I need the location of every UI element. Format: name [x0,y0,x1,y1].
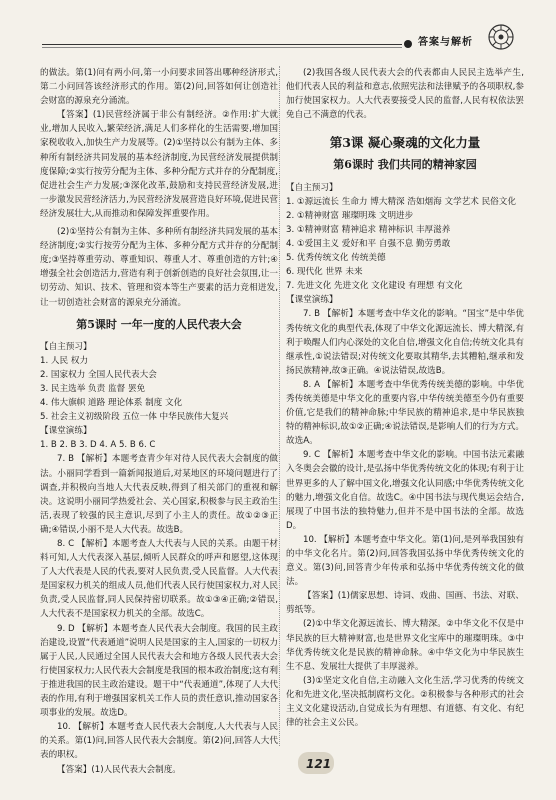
paragraph: 3. 民主选举 负责 监督 罢免 [40,383,146,394]
paragraph: 10. 【解析】本题考查人民代表大会制度,人大代表与人民的关系。第(1)问,回答人民代表大会制度。第(2)问,回答人大代表的职权。 [40,722,278,761]
header-rule-thin [42,47,402,48]
left-column [40,66,278,777]
paragraph: 【自主预习】 [40,341,92,352]
page-header [0,0,556,58]
paragraph: 【课堂演练】 [286,295,338,306]
paragraph: (2)我国各级人民代表大会的代表都由人民民主选举产生,他们代表人民的利益和意志,依照宪法和法律赋予的各项职权,参加行使国家权力。人大代表要接受人民的监督,人民有权依法罢免自己不满意的代表。 [286,68,524,121]
paragraph: 6. 现代化 世界 未来 [286,267,363,278]
paragraph: 1. 人民 权力 [40,355,89,366]
paragraph: 1. B 2. B 3. D 4. A 5. B 6. C [40,440,156,451]
paragraph: 9. D 【解析】本题考查人民代表大会制度。我国的民主政治建设,设置“代表通道”说明人民是国家的主人,国家的一切权力属于人民,人民通过全国人民代表大会和地方各级人民代表大会行使国家权力;人民代表大会制度是我国的根本政治制度;这有利于推进我国的民主政治建设。题干中“代表通道”,体现了人大代表的作用,有利于增强国家机关工作人员的责任意识,推动国家各项事业的发展。故选D。 [40,623,278,719]
paragraph: 7. B 【解析】本题考查中华文化的影响。“国宝”是中华优秀传统文化的典型代表,体现了中华文化源远流长、博大精深,有利于唤醒人们内心深处的文化自信,增强文化自信;传统文化具有继承性,①说法错误;对传统文化要取其精华,去其糟粕,继承和发扬民族精神,故③正确。④说法错误,故选B。 [286,309,524,376]
paragraph: 5. 社会主义初级阶段 五位一体 中华民族伟大复兴 [40,412,229,423]
header-bullet-icon [404,40,412,48]
paragraph: 【答案】(1)民营经济属于非公有制经济。②作用:扩大就业,增加人民收入,繁荣经济,满足人们多样化的生活需要,增加国家税收收入,加快生产力发展等。(2)①坚持以公有制为主体、多种所有制经济共同发展的基本经济制度,为民营经济发展提供制度保障;②实行按劳分配为主体、多种分配方式并存的分配制度,促进社会生产力发展;③深化改革,鼓励和支持民营经济发展,进一步激发民营经济活力,为民营经济发展营造良好环境,促进民营经济发展壮大,从而推动和保障发挥重要作用。 [40,110,278,219]
section-title: 第5课时 一年一度的人民代表大会 [76,317,242,331]
paragraph: 10. 【解析】本题考查中华文化。第(1)问,是列举我国独有的中华文化名片。第(2)问,回答我国弘扬中华优秀传统文化的意义。第(3)问,回答青少年传承和弘扬中华优秀传统文化的做法。 [286,534,524,588]
paragraph: 4. ①爱国主义 爱好和平 自强不息 勤劳勇敢 [286,238,451,249]
page-number: 121 [306,757,332,771]
paragraph: 7. 先进文化 先进文化 文化建设 有理想 有文化 [286,281,463,292]
paragraph: 的做法。第(1)问有两小问,第一小问要求回答出哪种经济形式,第二小问回答该经济形式的作用。第(2)问,回答如何让创造社会财富的源泉充分涌流。 [40,68,278,107]
paragraph: 5. 优秀传统文化 传统美德 [286,253,386,264]
flower-ornament-icon [486,22,516,52]
paragraph: (2)①中华文化源远流长、博大精深。②中华文化不仅是中华民族的巨大精神财富,也是世界文化宝库中的璀璨明珠。③中华优秀传统文化是民族的精神命脉。④中华文化为中华民族生生不息、发展壮大提供了丰厚滋养。 [286,619,524,672]
column-divider [279,66,280,746]
paragraph: 8. A 【解析】本题考查中华优秀传统美德的影响。中华优秀传统美德是中华文化的重要内容,中华传统美德至今仍有重要价值,它是我们的精神命脉;中华民族的精神追求,是中华民族独特的精神标识,故①②正确;④说法错误,是影响人们的行为方式。故选A。 [286,379,524,447]
paragraph: 7. B 【解析】本题考查青少年对待人民代表大会制度的做法。小丽同学看到一篇新闻报道后,对某地区的环境问题进行了调查,并积极向当地人大代表反映,得到了相关部门的重视和解决。这说明小丽同学热爱社会、关心国家,积极参与民主政治生活,表现了较强的民主意识,尽到了小主人的责任。故①②③正确;④错误,小丽不是人大代表。故选B。 [40,454,278,535]
paragraph: 8. C 【解析】本题考查人大代表与人民的关系。由题干材料可知,人大代表深入基层,倾听人民群众的呼声和愿望,这体现了人大代表是人民的代表,要对人民负责,受人民监督。人大代表是国家权力机关的组成人员,他们代表人民行使国家权力,对人民负责,受人民监督,同人民保持密切联系。故①③④正确;②错误,人大代表不是国家权力机关的全部。故选C。 [40,539,278,620]
paragraph: 2. ①精神财富 璀璨明珠 文明进步 [286,210,414,221]
paragraph: 9. C 【解析】本题考查中华文化的影响。中国书法元素融入冬奥会会徽的设计,是弘扬中华优秀传统文化的体现;有利于让世界更多的人了解中国文化,增强文化认同感;中华优秀传统文化的魅力,增强文化自信。故选C。④中国书法与现代奥运会结合,展现了中国书法的独特魅力,但并不是中国书法的全部。故选D。 [286,450,524,531]
section-title: 第3课 凝心聚魂的文化力量 [329,135,481,151]
header-rule [42,44,402,45]
paragraph: 【答案】(1)儒家思想、诗词、戏曲、国画、书法、对联、剪纸等。 [286,591,524,616]
paragraph: (2)①坚持公有制为主体、多种所有制经济共同发展的基本经济制度;②实行按劳分配为主体、多种分配方式并存的分配制度;③坚持尊重劳动、尊重知识、尊重人才、尊重创造的方针;④增强全社会创造活力,营造有利于创新创造的良好社会氛围,让一切劳动、知识、技术、管理和资本等生产要素的活力竞相迸发,让一切创造社会财富的源泉充分涌流。 [40,227,278,308]
section-title: 第6课时 我们共同的精神家园 [333,158,477,172]
paragraph: 【自主预习】 [286,182,338,193]
header-title: 答案与解析 [418,37,473,48]
paragraph: 1. ①源远流长 生命力 博大精深 浩如烟海 文学艺术 民俗文化 [286,196,516,207]
paragraph: 【答案】(1)人民代表大会制度。 [57,764,181,775]
paragraph: 3. ①精神财富 精神追求 精神标识 丰厚滋养 [286,224,451,235]
paragraph: 【课堂演练】 [40,426,92,437]
paragraph: 4. 伟大旗帜 道路 理论体系 制度 文化 [40,398,183,409]
paragraph: (3)①坚定文化自信,主动融入文化生活,学习优秀的传统文化和先进文化,坚决抵制腐朽文化。②积极参与各种形式的社会主义文化建设活动,自觉成长为有理想、有道德、有文化、有纪律的社会主义公民。 [286,675,524,729]
paragraph: 2. 国家权力 全国人民代表大会 [40,369,157,380]
right-column [286,66,524,730]
